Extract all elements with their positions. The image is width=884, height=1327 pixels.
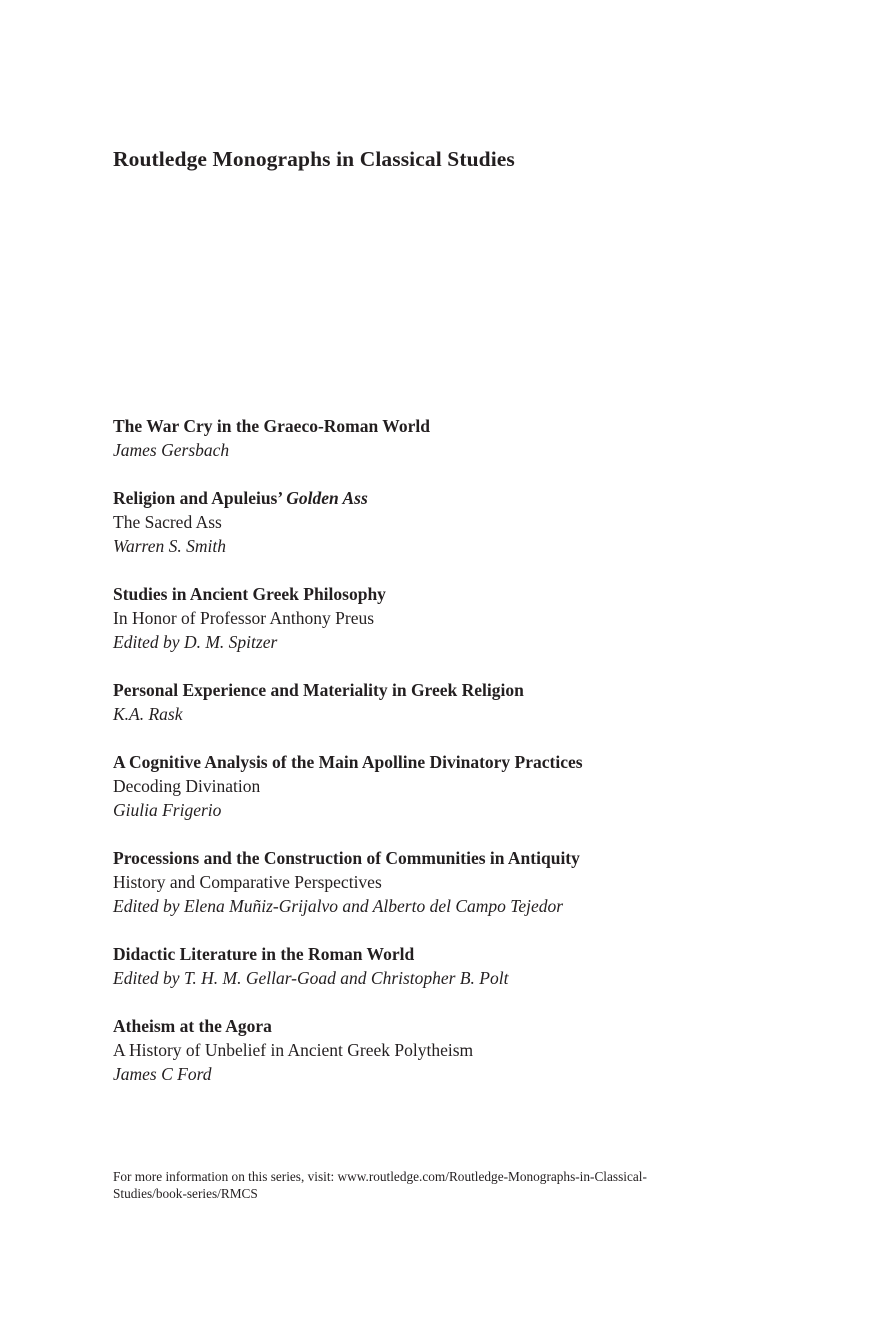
book-entry [113, 582, 833, 654]
series-info-footer [113, 1168, 773, 1202]
book-subtitle: In Honor of Professor Anthony Preus [113, 608, 375, 628]
book-title-italic: Golden Ass [286, 488, 368, 508]
book-author: Edited by D. M. Spitzer [113, 632, 278, 652]
book-subtitle: A History of Unbelief in Ancient Greek Polytheism [113, 1040, 474, 1060]
footer-line-2: Studies/book-series/RMCS [113, 1186, 258, 1201]
book-author: James Gersbach [113, 440, 230, 460]
book-author: Warren S. Smith [113, 536, 226, 556]
book-entry [113, 414, 833, 462]
footer-line-1: For more information on this series, visit: www.routledge.com/Routledge-Monographs-in-Classical- [113, 1169, 647, 1184]
book-list [113, 414, 833, 1110]
book-title [113, 486, 833, 510]
book-title: Personal Experience and Materiality in Greek Religion [113, 680, 524, 700]
book-author: Giulia Frigerio [113, 800, 222, 820]
book-title: Studies in Ancient Greek Philosophy [113, 584, 386, 604]
book-title: Processions and the Construction of Communities in Antiquity [113, 848, 580, 868]
book-title: Didactic Literature in the Roman World [113, 944, 415, 964]
book-title: The War Cry in the Graeco-Roman World [113, 416, 430, 436]
book-author: K.A. Rask [113, 704, 183, 724]
book-title-prefix: Religion and Apuleius’ [113, 488, 287, 508]
book-entry [113, 678, 833, 726]
book-subtitle: The Sacred Ass [113, 512, 222, 532]
book-entry [113, 846, 833, 918]
book-author: Edited by Elena Muñiz-Grijalvo and Alberto del Campo Tejedor [113, 896, 564, 916]
book-subtitle: Decoding Divination [113, 776, 261, 796]
book-subtitle: History and Comparative Perspectives [113, 872, 382, 892]
book-author: James C Ford [113, 1064, 212, 1084]
book-title: Atheism at the Agora [113, 1016, 272, 1036]
book-entry [113, 750, 833, 822]
book-entry [113, 486, 833, 558]
book-author: Edited by T. H. M. Gellar-Goad and Christopher B. Polt [113, 968, 509, 988]
book-entry [113, 942, 833, 990]
series-title: Routledge Monographs in Classical Studies [113, 147, 515, 171]
book-entry [113, 1014, 833, 1086]
book-title: A Cognitive Analysis of the Main Apolline Divinatory Practices [113, 752, 583, 772]
